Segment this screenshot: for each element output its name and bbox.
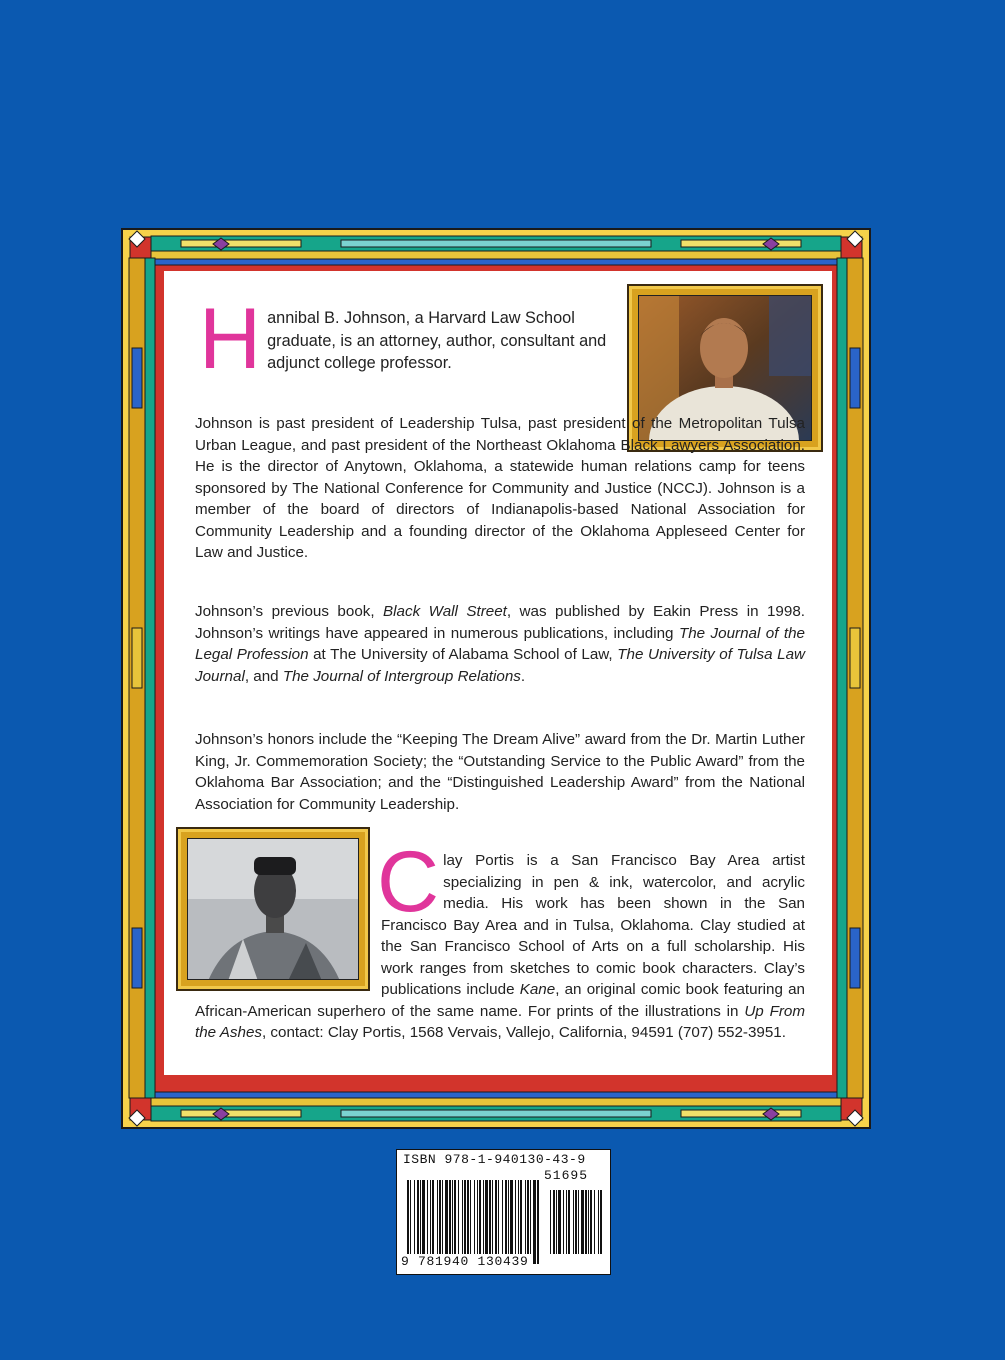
barcode-bar (594, 1190, 595, 1254)
p3-text-c: at The University of Alabama School of Law, (308, 646, 618, 663)
barcode-bar (585, 1190, 587, 1254)
barcode-bar (520, 1180, 522, 1264)
author-dropcap: H (199, 291, 262, 387)
barcode-bar (422, 1180, 425, 1264)
barcode-bar (505, 1180, 507, 1264)
barcode-bar (518, 1180, 519, 1264)
barcode-bar (556, 1190, 557, 1254)
barcode-bar (477, 1180, 478, 1264)
isbn-number: ISBN 978-1-940130-43-9 (403, 1152, 586, 1167)
barcode-bar (502, 1180, 503, 1264)
publication-title-3: The Journal of Intergroup Relations (282, 667, 521, 685)
author-bio-paragraph-3 (195, 601, 805, 687)
p3-text-d: , and (244, 667, 283, 685)
barcode-bar (449, 1180, 451, 1264)
p3-text-a: Johnson’s previous book, (195, 603, 384, 620)
barcode-bar (485, 1180, 488, 1264)
barcode-bar (442, 1180, 443, 1264)
barcode-bar (474, 1180, 475, 1264)
barcode-bar (575, 1190, 577, 1254)
publication-title-1: The Journal of the Legal Profession (195, 624, 806, 663)
barcode-bar (427, 1180, 428, 1264)
book-title-black-wall-street: Black Wall Street (383, 603, 507, 620)
barcode-bar (527, 1180, 529, 1264)
barcode-bar (600, 1190, 602, 1254)
barcode-bar (454, 1180, 456, 1264)
barcode-bar (550, 1190, 551, 1254)
barcode-bar (489, 1180, 491, 1264)
barcode-bar (510, 1180, 513, 1264)
barcode-bar (417, 1180, 419, 1264)
barcode-bar (588, 1190, 589, 1254)
barcode-bar (464, 1180, 466, 1264)
barcode-bar (578, 1190, 579, 1254)
barcode-bar (553, 1190, 555, 1254)
barcode-bar (414, 1180, 415, 1264)
barcode-bar (437, 1180, 438, 1264)
photo-spacer (195, 850, 381, 993)
barcode-bar (566, 1190, 567, 1254)
barcode-bar (430, 1180, 431, 1264)
author-intro-text: annibal B. Johnson, a Harvard Law School graduate, is an attorney, author, consultant and adjunct college professor. (267, 309, 607, 372)
barcode-bar (530, 1180, 531, 1264)
book-title-up-from-the-ashes: Up From the Ashes (195, 1002, 805, 1041)
ean-number: 9 781940 130439 (401, 1254, 529, 1269)
barcode-bar (498, 1180, 499, 1264)
barcode-bar (445, 1180, 448, 1264)
barcode-bar (558, 1190, 561, 1254)
barcode-bar (492, 1180, 493, 1264)
author-bio-intro (199, 291, 608, 387)
barcode-bar (407, 1180, 409, 1264)
comic-title-kane: Kane (519, 981, 556, 998)
barcode-bar (573, 1190, 574, 1254)
barcode-bar (515, 1180, 516, 1264)
p3-text-e: . (520, 667, 526, 685)
barcode-bar (568, 1190, 570, 1254)
author-paragraph-4-text: Johnson’s honors include the “Keeping The Dream Alive” award from the Dr. Martin Luther King, Jr. Commemoration Society; the “Outstanding Service to the Public Award” from the Oklahoma Bar Association; and the “Distinguished Leadership Award” from the National Association for Community Leadership. (195, 731, 805, 813)
barcode-bar (439, 1180, 441, 1264)
barcode-bar (525, 1180, 526, 1264)
author-bio-paragraph-2 (195, 413, 805, 564)
barcode-bar (598, 1190, 599, 1254)
barcode-bar (483, 1180, 484, 1264)
illustrator-text-b: , an original comic book featuring an African-American superhero of the same name. For prints of the illustrations in (195, 981, 805, 1020)
price-code: 51695 (544, 1168, 589, 1183)
isbn-barcode (396, 1149, 611, 1275)
illustrator-bio (195, 834, 805, 1044)
barcode-bar (458, 1180, 459, 1264)
illustrator-text-c: , contact: Clay Portis, 1568 Vervais, Vallejo, California, 94591 (707) 552-3951. (261, 1024, 786, 1041)
barcode-bar (452, 1180, 453, 1264)
barcode-bars (401, 1168, 606, 1268)
barcode-bar (420, 1180, 421, 1264)
barcode-bar (432, 1180, 434, 1264)
barcode-bar (537, 1180, 539, 1264)
barcode-bar (590, 1190, 592, 1254)
barcode-bar (470, 1180, 471, 1264)
author-paragraph-2-text: Johnson is past president of Leadership Tulsa, past president of the Metropolitan Tulsa Urban League, and past president of the Northeast Oklahoma Black Lawyers Association. He is the director of Anytown, Oklahoma, a statewide human relations camp for teens sponsored by The National Conference for Community and Justice (NCCJ). Johnson is a member of the board of directors of Indianapolis-based National Association for Community Leadership and a founding director of the Oklahoma Appleseed Center for Law and Justice. (195, 415, 805, 561)
barcode-bar (508, 1180, 509, 1264)
author-bio-paragraph-4 (195, 729, 805, 815)
barcode-bar (467, 1180, 469, 1264)
barcode-bar (533, 1180, 536, 1264)
barcode-bar (479, 1180, 481, 1264)
illustrator-dropcap: C (377, 834, 440, 930)
p3-text-b: , was published by Eakin Press in 1998. Johnson’s writings have appeared in numerous publications, including (195, 603, 805, 642)
publication-title-2: The University of Tulsa Law Journal (195, 646, 805, 685)
barcode-bar (581, 1190, 584, 1254)
illustrator-text-a: lay Portis is a San Francisco Bay Area artist specializing in pen & ink, watercolor, and acrylic media. His work has been shown in the San Francisco Bay Area and in Tulsa, Oklahoma. Clay studied at the San Francisco School of Arts on a full scholarship. His work ranges from sketches to comic book characters. Clay’s publications include (381, 852, 805, 998)
barcode-bar (563, 1190, 564, 1254)
barcode-bar (462, 1180, 463, 1264)
barcode-bar (495, 1180, 497, 1264)
barcode-bar (410, 1180, 411, 1264)
